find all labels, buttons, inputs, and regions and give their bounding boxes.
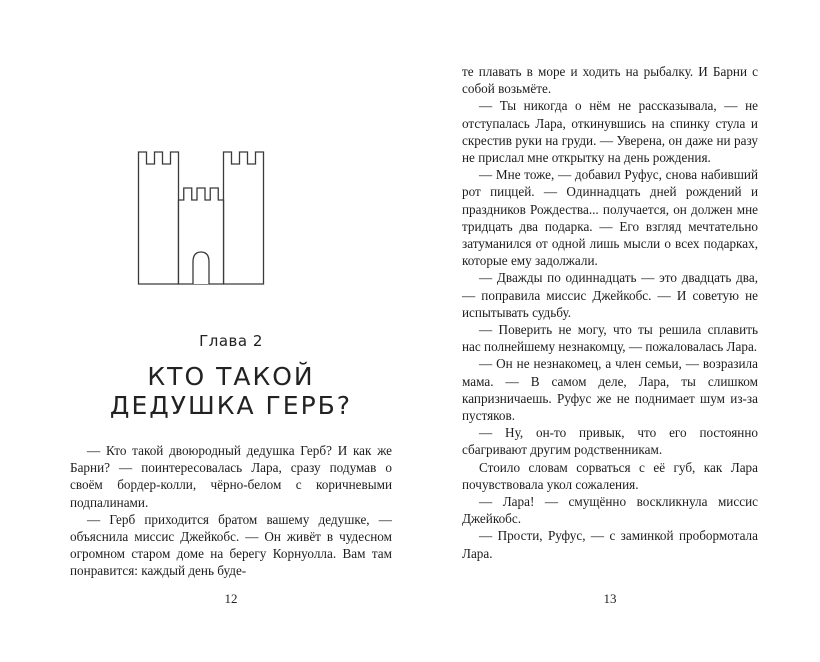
body-paragraph: — Лара! — смущённо воскликнула миссис Джейкобс. [462,494,758,527]
chapter-title-line2: ДЕДУШКА ГЕРБ? [109,391,353,420]
body-paragraph: — Герб приходится братом вашему дедушке, — объяснила миссис Джейкобс. — Он живёт в чудесном огромном старом доме на берегу Корнуолла. Вам там понравится: каждый день буде- [70,511,392,579]
body-paragraph: — Кто такой двоюродный дедушка Герб? И как же Барни? — поинтересовалась Лара, сразу подумав о своём бордер-колли, чёрно-белом с коричневыми подпалинами. [70,443,392,510]
page-number-right: 13 [603,591,617,606]
body-paragraph: те плавать в море и ходить на рыбалку. И Барни с собой возьмёте. [462,64,758,97]
body-paragraph: — Ну, он-то привык, что его постоянно сбагривают другим родственникам. [462,425,758,458]
body-paragraph: — Дважды по одиннадцать — это двадцать два, — поправила миссис Джейкобс. — И советую не испытывать судьбу. [462,270,758,320]
chapter-title-line1: КТО ТАКОЙ [147,362,315,391]
body-paragraph: — Прости, Руфус, — с заминкой пробормотала Лара. [462,528,758,561]
body-paragraph: Стоило словам сорваться с её губ, как Лара почувствовала укол сожаления. [462,459,758,492]
castle-illustration [128,148,274,286]
body-paragraph: — Мне тоже, — добавил Руфус, снова набивший рот пиццей. — Одиннадцать дней рождений и праздников Рождества... получается, он должен мне тридцать два подарка. — Его взгляд мечтательно затуманился от одной лишь мысли о всех подарках, которые ему задолжали. [462,167,758,269]
book-page-right [462,63,758,562]
castle-icon [128,148,274,286]
left-page-text [70,442,392,580]
body-paragraph: — Ты никогда о нём не рассказывала, — не отступалась Лара, откинувшись на спинку стула и скрестив руки на груди. — Уверена, он даже ни разу не прислал мне открытку на день рождения. [462,98,758,166]
book-page-left [70,0,392,580]
body-paragraph: — Поверить не могу, что ты решила сплавить нас полнейшему незнакомцу, — пожаловалась Лара. [462,322,758,355]
right-page-text [462,63,758,562]
chapter-label: Глава 2 [199,332,263,350]
page-number-left: 12 [224,591,238,606]
body-paragraph: — Он не незнакомец, а член семьи, — возразила мама. — В самом деле, Лара, ты слишком капризничаешь. Руфус же не поднимает шум из-за пустяков. [462,356,758,424]
chapter-title [70,362,392,420]
